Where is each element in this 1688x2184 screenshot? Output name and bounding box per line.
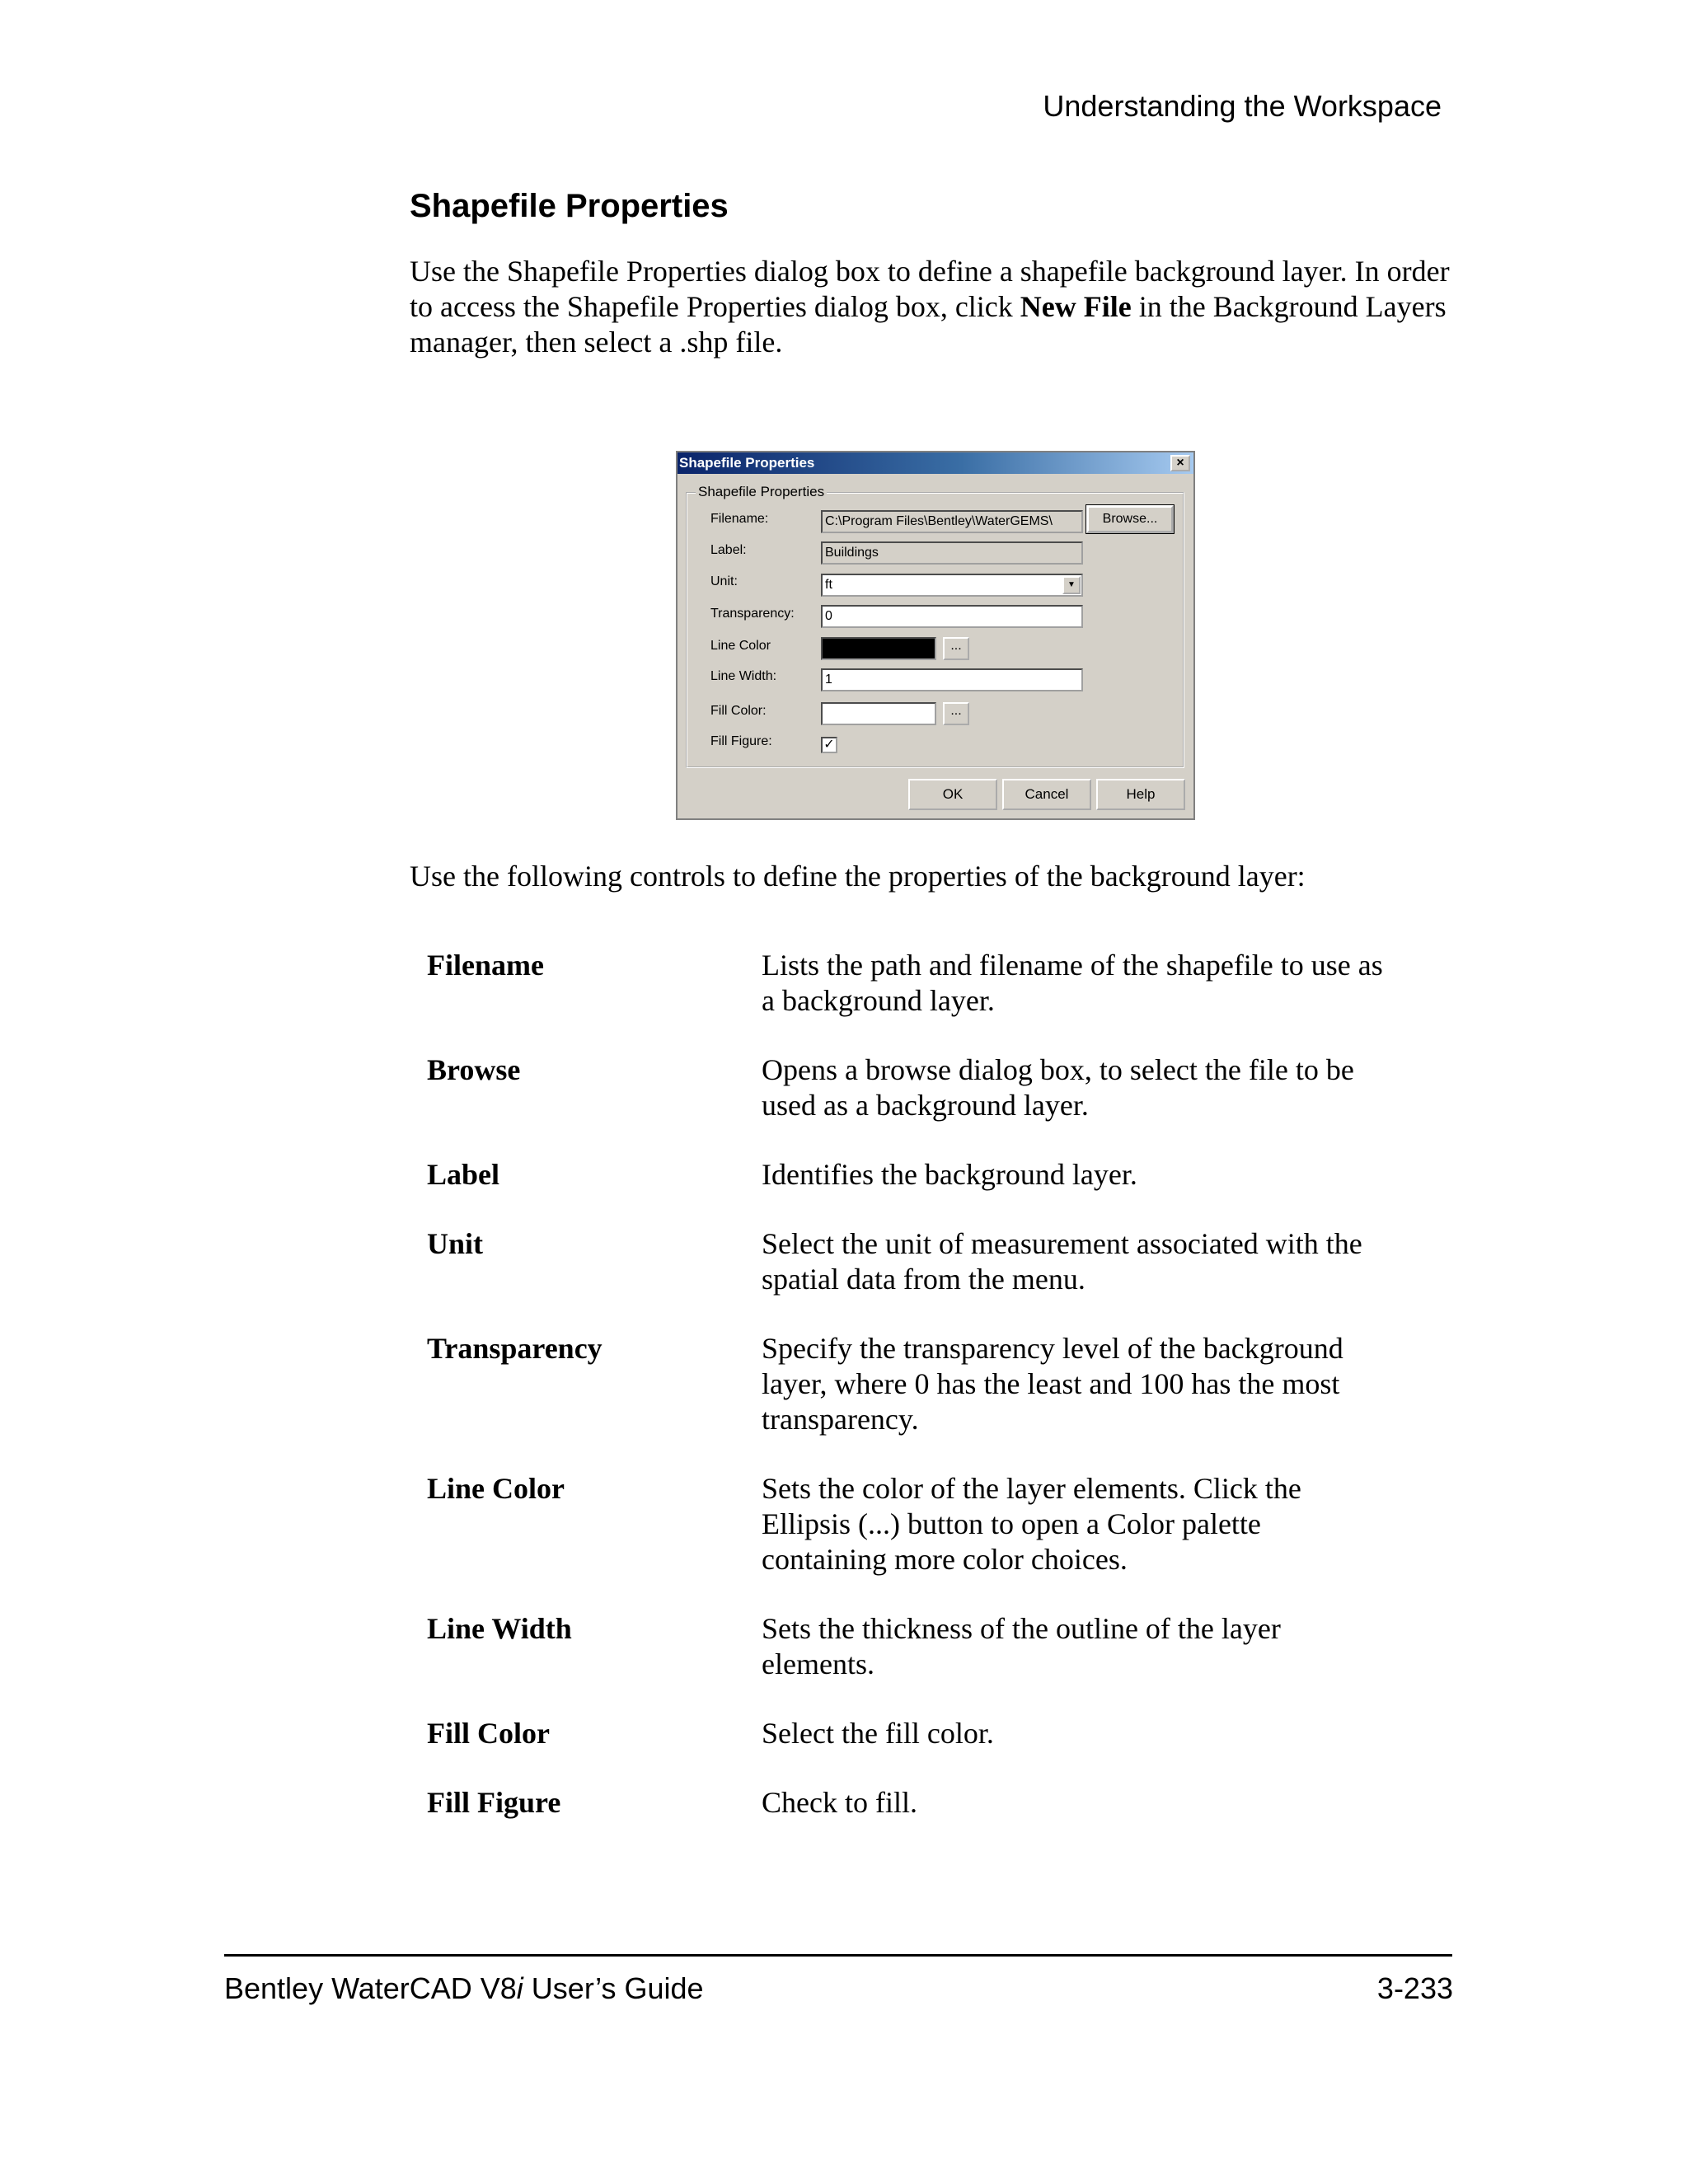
group-label: Shapefile Properties (696, 484, 827, 500)
shapefile-properties-group (686, 484, 1184, 768)
intro-text: Use the Shapefile Properties dialog box to define a shapefile background layer. In order to access the Shapefile Properties dialog box, click (410, 255, 1450, 323)
fill-color-swatch[interactable] (821, 702, 936, 725)
definition-row (427, 1052, 1416, 1123)
footer-product-suffix: i (516, 1971, 523, 2005)
definition-description: Sets the thickness of the outline of the layer elements. (762, 1612, 1281, 1680)
footer-product-name: Bentley WaterCAD V8 (224, 1971, 517, 2005)
footer-product (224, 1971, 704, 2006)
dialog-title: Shapefile Properties (679, 455, 815, 471)
definition-term: Transparency (427, 1332, 603, 1365)
definition-term: Filename (427, 949, 544, 982)
definition-term: Fill Figure (427, 1786, 561, 1819)
controls-intro: Use the following controls to define the properties of the background layer: (410, 860, 1306, 893)
fill-color-ellipsis-button[interactable]: ... (943, 702, 969, 725)
unit-value: ft (825, 578, 832, 592)
filename-label: Filename: (710, 512, 769, 526)
fill-figure-checkbox[interactable]: ✓ (821, 737, 837, 753)
fill-color-label: Fill Color: (710, 704, 767, 718)
browse-button[interactable]: Browse... (1086, 505, 1174, 533)
definition-term: Unit (427, 1227, 484, 1260)
definition-row (427, 1471, 1416, 1577)
unit-dropdown[interactable] (821, 574, 1083, 597)
ok-button[interactable]: OK (908, 779, 997, 810)
transparency-label: Transparency: (710, 607, 795, 621)
definition-description: Select the fill color. (762, 1717, 994, 1750)
definition-description: Sets the color of the layer elements. Click the Ellipsis (...) button to open a Color palette containing more color choices. (762, 1472, 1301, 1576)
label-label: Label: (710, 543, 747, 557)
definition-term: Label (427, 1158, 500, 1191)
cancel-button[interactable]: Cancel (1002, 779, 1091, 810)
line-color-ellipsis-button[interactable]: ... (943, 637, 969, 660)
close-icon[interactable]: × (1170, 455, 1190, 471)
definition-description: Check to fill. (762, 1786, 917, 1819)
dialog-titlebar (678, 452, 1193, 474)
section-title: Shapefile Properties (410, 188, 729, 224)
filename-field[interactable]: C:\Program Files\Bentley\WaterGEMS\ (821, 510, 1083, 533)
definition-term: Fill Color (427, 1717, 550, 1750)
definition-row (427, 1226, 1416, 1297)
definition-description: Opens a browse dialog box, to select the file to be used as a background layer. (762, 1053, 1354, 1122)
line-width-field[interactable]: 1 (821, 668, 1083, 691)
chevron-down-icon[interactable]: ▼ (1062, 576, 1081, 594)
new-file-term: New File (1020, 290, 1132, 323)
definition-term: Browse (427, 1053, 521, 1086)
transparency-field[interactable]: 0 (821, 605, 1083, 628)
definition-term: Line Color (427, 1472, 565, 1505)
unit-label: Unit: (710, 574, 738, 588)
help-button[interactable]: Help (1096, 779, 1185, 810)
definition-list (427, 948, 1416, 1854)
definition-description: Specify the transparency level of the background layer, where 0 has the least and 100 has the most transparency. (762, 1332, 1343, 1436)
page-number: 3-233 (1376, 1971, 1453, 2005)
footer-divider (224, 1954, 1452, 1957)
intro-paragraph (410, 254, 1456, 360)
definition-row (427, 1785, 1416, 1821)
running-header: Understanding the Workspace (1043, 89, 1442, 123)
fill-figure-label: Fill Figure: (710, 734, 772, 748)
label-field[interactable]: Buildings (821, 541, 1083, 565)
intro-text-end: in the Background Layers manager, then select a .shp file. (410, 290, 1447, 359)
definition-row (427, 1611, 1416, 1682)
definition-row (427, 948, 1416, 1019)
line-color-label: Line Color (710, 639, 771, 653)
definition-description: Identifies the background layer. (762, 1158, 1137, 1191)
definition-row (427, 1716, 1416, 1751)
definition-row (427, 1157, 1416, 1193)
line-width-label: Line Width: (710, 669, 777, 683)
shapefile-properties-dialog (676, 451, 1195, 820)
definition-description: Lists the path and filename of the shapefile to use as a background layer. (762, 949, 1383, 1017)
line-color-swatch[interactable] (821, 637, 936, 660)
definition-description: Select the unit of measurement associated with the spatial data from the menu. (762, 1227, 1362, 1296)
definition-term: Line Width (427, 1612, 572, 1645)
definition-row (427, 1331, 1416, 1437)
footer-guide-label: User’s Guide (523, 1971, 704, 2005)
